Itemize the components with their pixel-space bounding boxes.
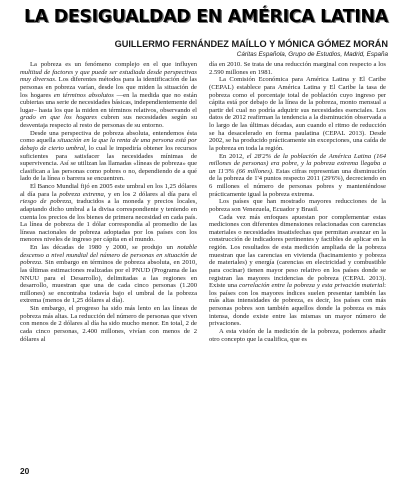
text-span: Desde una perspectiva de pobreza absoluta, entendemos ésta como aquella: [20, 129, 197, 145]
paragraph: [209, 328, 386, 343]
article-authors: GUILLERMO FERNÁNDEZ MAÍLLO Y MÓNICA GÓMEZ MORÁN: [114, 39, 388, 49]
paragraph: [20, 244, 197, 305]
text-span: Los países que han mostrado mayores reducciones de la pobreza son Venezuela, Ecuador y Brasil.: [209, 198, 386, 213]
paragraph: [209, 76, 386, 152]
paragraph: [20, 183, 197, 244]
text-span: A esta visión de la medición de la pobreza, podemos añadir otro concepto que la cualifica, que es: [209, 327, 386, 343]
paragraph: [209, 214, 386, 328]
italic-text: en términos absolutos: [53, 91, 114, 99]
text-span: cubren sus necesidades según su desventaja respecto al resto de personas de su entorno.: [20, 114, 197, 129]
text-span: —en la medida que no están cubiertas una serie de necesidades básicas, independientemente del lugar– hasta los que la miden en términos relativos, observando el: [20, 91, 197, 114]
text-span: , traducidos a la moneda y precios locales, adaptando dicho umbral a la divisa correspondiente y teniendo en cuenta los precios de los bienes de primera necesidad en cada país. La línea de pobreza de 1 dólar correspondía al promedio de las líneas nacionales de pobreza adoptadas por los países con los menores niveles de ingreso per cápita en el mundo.: [20, 198, 197, 244]
text-column-right: [209, 61, 386, 465]
paragraph: [209, 153, 386, 199]
article-title: LA DESIGUALDAD EN AMÉRICA LATINA: [24, 7, 388, 27]
page-number: 20: [20, 466, 30, 476]
paragraph: [20, 130, 197, 183]
italic-text: riesgo de pobreza: [20, 198, 72, 206]
text-span: , lo cual le impediría obtener los recursos suficientes para satisfacer las necesidades mínimas de supervivencia. Así se utilizan las llamadas «líneas de pobreza» que clasifican a las personas como pobres o no, dependiendo de a qué lado de la línea o barrera se encuentren.: [20, 144, 197, 183]
text-span: : los países con los mayores índices suelen presentar también las más altas intensidades de pobreza, es decir, los países con más personas pobres son también aquellos donde la pobreza es más intensa, donde existe entre las mismas un mayor número de privaciones.: [209, 282, 386, 328]
paragraph: [209, 198, 386, 213]
text-span: La pobreza es un fenómeno complejo en el que influyen: [30, 61, 197, 68]
text-span: La Comisión Económica para América Latina y El Caribe (CEPAL) establece para América Latina y El Caribe la tasa de pobreza como el porcentaje total de población cuyo ingreso per cápita está por debajo de la línea de la pobreza, monto mensual a partir del cual no podría adquirir sus necesidades esenciales. Los datos de 2012 reafirman la tendencia a la disminución observada a lo largo de las últimas décadas, aun cuando el ritmo de reducción se ha desacelerado en forma paulatina (CEPAL 2013). Desde 2002, se ha producido prácticamente sin excepciones, una caída de la pobreza en toda la región.: [209, 76, 386, 152]
italic-text: multitud de factores y que puede ser estudiada desde perspectivas muy diversas: [20, 68, 197, 84]
paragraph: [20, 61, 197, 130]
text-span: Sin embargo, el progreso ha sido más lento en las líneas de pobreza más altas. La reducción del número de personas que viven con menos de 2 dólares al día ha sido mucho menor. En total, 2 de cada cinco personas, 2.400 millones, vivían con menos de 2 dólares al: [20, 305, 197, 343]
text-span: . Los diferentes métodos para la identificación de las personas en pobreza varían, desde los que miden la situación de los hogares: [20, 76, 197, 99]
text-span: . Estas cifras representan una disminución de la pobreza de 1'4 puntos respecto 2011 (29'6%), decreciendo en 6 millones el número de personas pobres y manteniéndose prácticamente igual la pobreza extrema.: [209, 167, 386, 198]
italic-text: grado en que los hogares: [20, 114, 97, 122]
text-span: Cada vez más enfoques apuestan por complementar estas mediciones con diferentes dimensiones relacionadas con carencias materiales o necesidades insatisfechas que permitan avanzar en la construcción de indicadores pertinentes y factibles de aplicar en la región. Los resultados de esta medición ampliada de la pobreza muestran que las carencias en vivienda (hacinamiento y pobreza de materiales) y energía (carencias en electricidad y combustible para cocinar) tienen mayor peso relativo en los países donde se registran las mayores incidencias de pobreza (CEPAL 2013). Existe una: [209, 213, 386, 290]
italic-text: el 28'2% de la población de América Latina (164 millones de personas) era pobre, y la pobreza extrema llegaba a un 11'3% (66 millones): [209, 152, 386, 175]
text-span: , y en los 2 dólares al día para el: [103, 190, 197, 198]
paragraph: [20, 305, 197, 343]
text-span: En 2012,: [219, 152, 247, 160]
text-column-left: [20, 61, 197, 465]
italic-text: situación en la que la renta de una persona está por debajo de cierto umbral: [20, 137, 197, 152]
paragraph: [209, 61, 386, 76]
italic-text: notable descenso a nivel mundial del número de personas en situación de pobreza: [20, 244, 197, 267]
text-span: día en 2010. Se trata de una reducción marginal con respecto a los 2.590 millones en 1981.: [209, 61, 386, 76]
author-affiliation: Cáritas Española, Grupo de Estudios, Madrid, España: [236, 51, 388, 58]
text-span: El Banco Mundial fijó en 2005 este umbral en los 1,25 dólares al día para la: [20, 183, 197, 198]
italic-text: correlación entre la pobreza y esta privación material: [239, 282, 385, 290]
text-span: En las décadas de 1980 y 2000, se produjo un: [30, 244, 178, 251]
italic-text: pobreza extrema: [59, 190, 104, 198]
text-span: . Sin embargo en términos de pobreza absoluta, en 2010, las últimas estimaciones realizadas por el PNUD (Programa de las NNUU para el Desarrollo), delimitadas a las regiones en desarrollo, muestran que una de cada cinco personas (1.200 millones) se encontraba todavía bajo el umbral de la pobreza extrema (menos de 1,25 dólares al día).: [20, 259, 197, 305]
